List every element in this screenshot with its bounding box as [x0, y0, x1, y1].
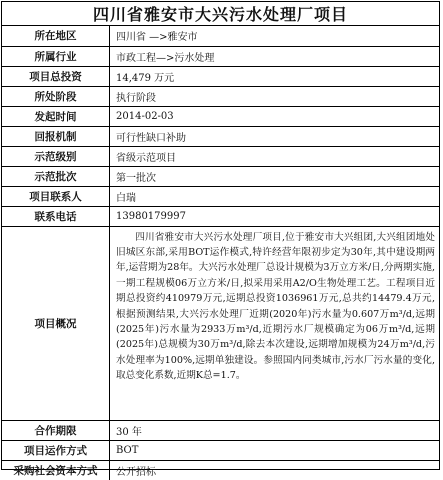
- value-return-mechanism: 可行性缺口补助: [110, 126, 440, 146]
- label-operation-mode: 项目运作方式: [2, 440, 110, 460]
- label-stage: 所处阶段: [2, 86, 110, 106]
- label-date: 发起时间: [2, 106, 110, 126]
- row-industry: [2, 46, 439, 66]
- row-location: [2, 26, 439, 46]
- label-phone: 联系电话: [2, 206, 110, 226]
- value-contact: 白瑞: [110, 186, 440, 206]
- row-overview: [2, 226, 439, 420]
- row-operation-mode: [2, 440, 439, 460]
- value-overview: 四川省雅安市大兴污水处理厂项目,位于雅安市大兴组团,大兴组团地处旧城区东部,采用BOT运作模式,特许经营年限初步定为30年,其中建设期两年,运营期为28年。大兴污水处理厂总设计规模为3万立方米/日,分两期实施,一期工程规模06万立方米/日,拟采用采用A2/O生物处理工艺。工程项目近期总投资约410979万元,远期总投资1036961万元,总共约14479.4万元,根据预测结果,大兴污水处理厂近期(2020年)污水量为0.607万m³/d,远期(2025年)污水量为2933万m³/d,近期污水厂规模确定为06万m³/d,远期(2025年)总规模为30万m³/d,除去本次建设,远期增加规模为24万m³/d,污水处理率为100%,远期单独建设。参照国内同类城市,污水厂污水量的变化,取总变化系数,近期K总=1.7。: [110, 226, 440, 420]
- label-location: 所在地区: [2, 26, 110, 46]
- project-info-table: [2, 26, 439, 480]
- row-contact: [2, 186, 439, 206]
- row-return-mechanism: [2, 126, 439, 146]
- row-date: [2, 106, 439, 126]
- label-overview: 项目概况: [2, 226, 110, 420]
- label-industry: 所属行业: [2, 46, 110, 66]
- row-demo-batch: [2, 166, 439, 186]
- value-phone: 13980179997: [110, 206, 440, 226]
- value-investment: 14,479 万元: [110, 66, 440, 86]
- label-investment: 项目总投资: [2, 66, 110, 86]
- label-return-mechanism: 回报机制: [2, 126, 110, 146]
- label-procurement: 采购社会资本方式: [2, 460, 110, 480]
- value-demo-batch: 第一批次: [110, 166, 440, 186]
- value-date: 2014-02-03: [110, 106, 440, 126]
- value-industry: 市政工程—>污水处理: [110, 46, 440, 66]
- project-info-sheet: [1, 1, 440, 478]
- value-operation-mode: BOT: [110, 440, 440, 460]
- row-investment: [2, 66, 439, 86]
- row-term: [2, 420, 439, 440]
- label-term: 合作期限: [2, 420, 110, 440]
- row-demo-level: [2, 146, 439, 166]
- document-title: 四川省雅安市大兴污水处理厂项目: [2, 2, 439, 26]
- row-stage: [2, 86, 439, 106]
- value-stage: 执行阶段: [110, 86, 440, 106]
- label-contact: 项目联系人: [2, 186, 110, 206]
- value-location: 四川省 —>雅安市: [110, 26, 440, 46]
- value-demo-level: 省级示范项目: [110, 146, 440, 166]
- label-demo-batch: 示范批次: [2, 166, 110, 186]
- value-term: 30 年: [110, 420, 440, 440]
- value-procurement: 公开招标: [110, 460, 440, 480]
- row-procurement: [2, 460, 439, 480]
- label-demo-level: 示范级别: [2, 146, 110, 166]
- row-phone: [2, 206, 439, 226]
